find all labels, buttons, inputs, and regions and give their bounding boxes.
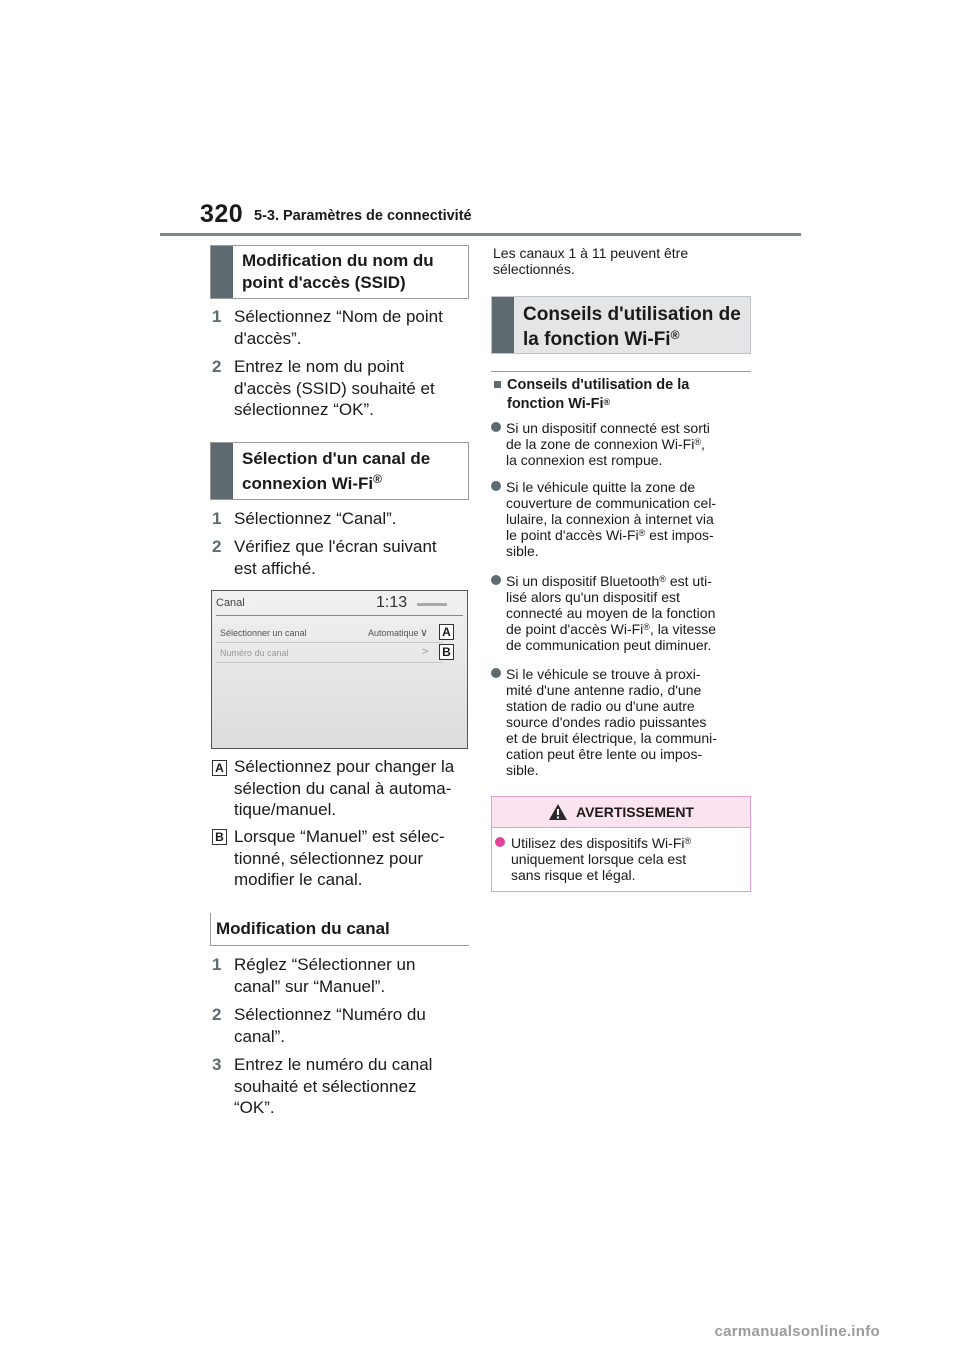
tag-a: A bbox=[212, 760, 227, 776]
warning-title: AVERTISSEMENT bbox=[576, 804, 694, 820]
bullet-icon bbox=[495, 837, 505, 847]
intro-text: Les canaux 1 à 11 peuvent être sélectionnés. bbox=[493, 245, 689, 277]
heading-box-ssid bbox=[210, 245, 469, 299]
screen-row-select-channel: Sélectionner un canal Automatique ∨ bbox=[216, 623, 443, 643]
screen-image bbox=[211, 590, 468, 749]
heading-ssid-line2: point d'accès (SSID) bbox=[242, 273, 406, 292]
heading-box-channel-select: Sélection d'un canal de connexion Wi-Fi® bbox=[210, 442, 469, 500]
bullet-icon bbox=[491, 668, 501, 678]
tips-divider bbox=[491, 371, 751, 372]
heading-underline bbox=[210, 945, 469, 946]
screen-row-channel-number: Numéro du canal > bbox=[216, 643, 443, 663]
warning-header bbox=[492, 797, 750, 828]
tag-b-description: Lorsque “Manuel” est sélec- tionné, sélectionnez pour modifier le canal. bbox=[234, 827, 445, 889]
tag-b: B bbox=[212, 829, 227, 845]
warning-triangle-icon bbox=[548, 803, 568, 821]
tip-bullet-3: Si un dispositif Bluetooth® est uti- lisé alors qu'un dispositif est connecté au moyen de la fonction de point d'accès Wi-Fi®, la vitesse de communication peut diminuer. bbox=[491, 573, 753, 659]
ssid-step-1: 1 Sélectionnez “Nom de point d'accès”. bbox=[212, 307, 443, 348]
screen-tag-b: B bbox=[439, 644, 454, 660]
warning-box: AVERTISSEMENT Utilisez des dispositifs Wi-Fi® uniquement lorsque cela est sans risque et légal. bbox=[491, 796, 751, 892]
screen-time: 1:13 bbox=[376, 594, 408, 611]
bullet-icon bbox=[491, 422, 501, 432]
ssid-step-2: 2 Entrez le nom du point d'accès (SSID) souhaité et sélectionnez “OK”. bbox=[212, 357, 435, 419]
tip-bullet-4: Si le véhicule se trouve à proxi- mité d'une antenne radio, d'une station de radio ou d'une autre source d'ondes radio puissantes et de bruit électrique, la communi- cation peut être lente ou impos- sible. bbox=[491, 666, 753, 782]
tip-bullet-1: Si un dispositif connecté est sorti de la zone de connexion Wi-Fi®, la connexion est rompue. bbox=[491, 420, 753, 472]
section-title: 5-3. Paramètres de connectivité bbox=[254, 208, 472, 224]
tips-subheading: ■ Conseils d'utilisation de la fonction Wi-Fi® bbox=[493, 377, 690, 412]
tag-a-description: Sélectionnez pour changer la sélection du canal à automa- tique/manuel. bbox=[234, 757, 455, 819]
bullet-icon bbox=[491, 575, 501, 585]
chevron-down-icon: ∨ bbox=[420, 627, 429, 639]
heading-box-tips: Conseils d'utilisation de la fonction Wi-Fi® bbox=[491, 296, 751, 354]
chevron-right-icon: > bbox=[422, 646, 429, 658]
watermark: carmanualsonline.info bbox=[714, 1323, 880, 1340]
screen-status-bar bbox=[417, 603, 447, 606]
heading-channel-modify: Modification du canal bbox=[216, 919, 390, 938]
bullet-icon bbox=[491, 481, 501, 491]
square-icon: ■ bbox=[493, 377, 502, 393]
screen-tag-a: A bbox=[439, 624, 454, 640]
heading-bar bbox=[211, 246, 233, 298]
modify-step-3: 3 Entrez le numéro du canal souhaité et sélectionnez “OK”. bbox=[212, 1055, 433, 1117]
modify-step-1: 1 Réglez “Sélectionner un canal” sur “Manuel”. bbox=[212, 955, 416, 996]
channel-step-1: 1 Sélectionnez “Canal”. bbox=[212, 509, 397, 528]
screen-title: Canal bbox=[216, 597, 245, 609]
page-number: 320 bbox=[200, 200, 244, 228]
channel-step-2: 2 Vérifiez que l'écran suivant est affiché. bbox=[212, 537, 437, 578]
modify-step-2: 2 Sélectionnez “Numéro du canal”. bbox=[212, 1005, 426, 1046]
heading-ssid-line1: Modification du nom du bbox=[242, 251, 434, 270]
tip-bullet-2: Si le véhicule quitte la zone de couverture de communication cel- lulaire, la connexion à internet via le point d'accès Wi-Fi® est impos- sible. bbox=[491, 479, 753, 565]
header-divider bbox=[160, 233, 801, 236]
